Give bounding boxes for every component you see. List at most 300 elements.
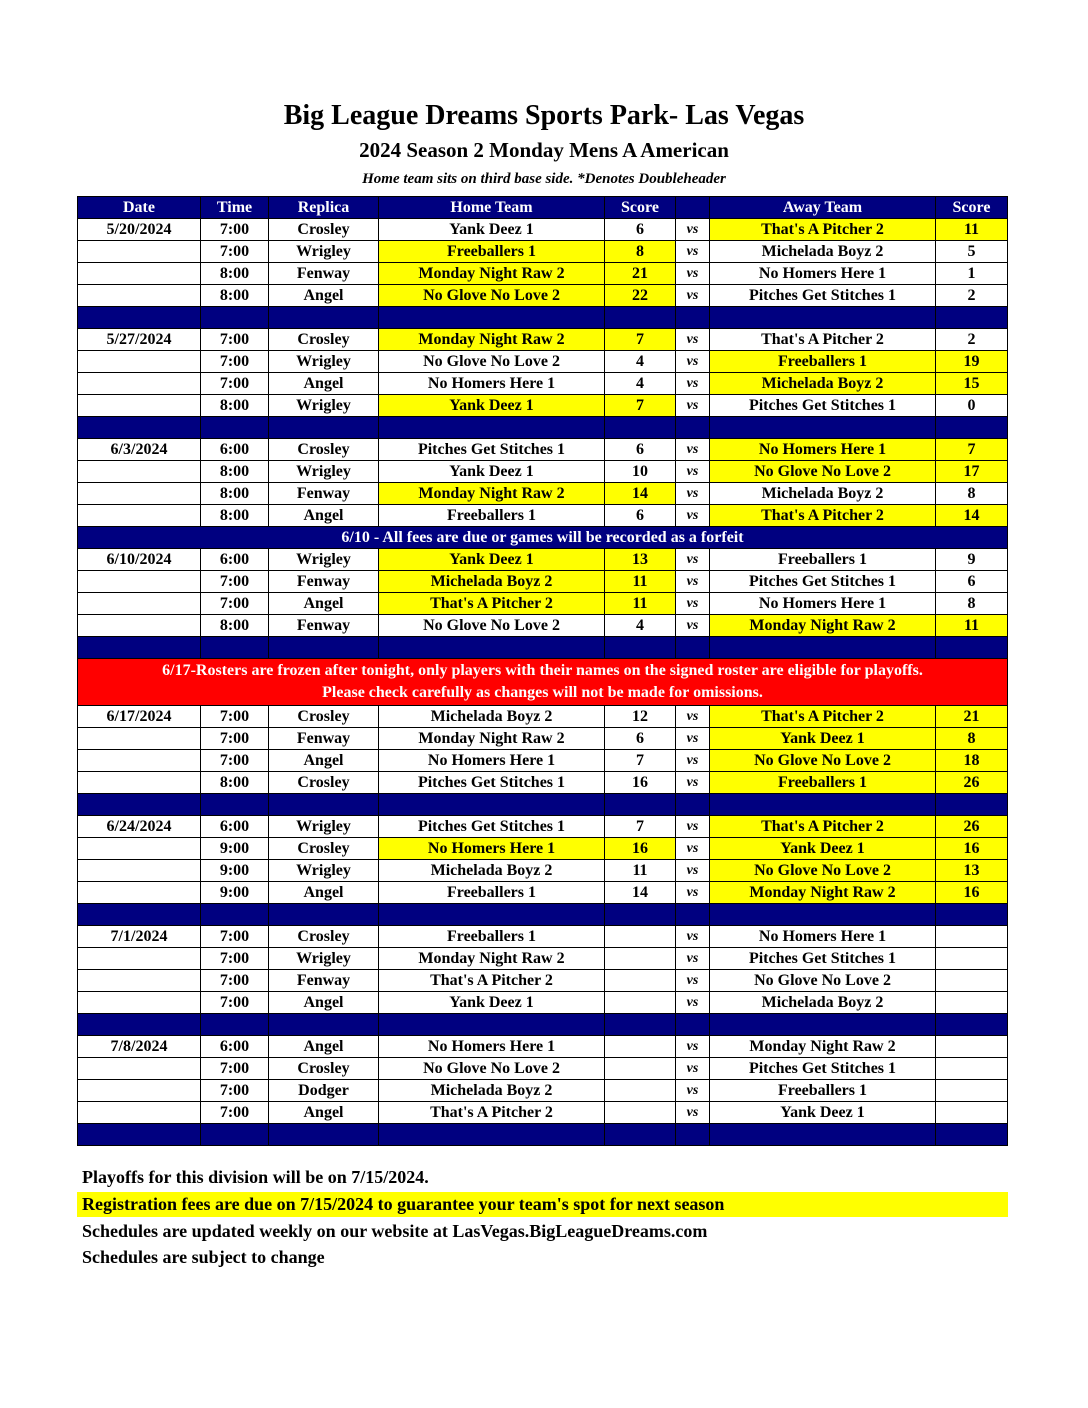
separator-cell: [201, 637, 269, 659]
away-score: 9: [936, 549, 1008, 571]
home-team: Monday Night Raw 2: [379, 263, 605, 285]
game-time: 7:00: [201, 992, 269, 1014]
away-score: 15: [936, 373, 1008, 395]
game-time: 7:00: [201, 1058, 269, 1080]
vs-label: vs: [676, 461, 710, 483]
away-score: 21: [936, 706, 1008, 728]
away-team: Freeballers 1: [710, 351, 936, 373]
alert-line-1: 6/17-Rosters are frozen after tonight, only players with their names on the signed roster are eligible for playoffs.: [162, 662, 923, 679]
separator-cell: [676, 637, 710, 659]
game-field: Wrigley: [269, 816, 379, 838]
away-score: 6: [936, 571, 1008, 593]
separator-cell: [78, 307, 201, 329]
separator-cell: [269, 794, 379, 816]
home-team: Monday Night Raw 2: [379, 728, 605, 750]
separator-cell: [379, 904, 605, 926]
vs-label: vs: [676, 285, 710, 307]
vs-label: vs: [676, 395, 710, 417]
separator-cell: [605, 307, 676, 329]
separator-cell: [201, 904, 269, 926]
game-row: [78, 439, 1008, 461]
separator-cell: [379, 417, 605, 439]
game-field: Crosley: [269, 706, 379, 728]
separator-cell: [605, 904, 676, 926]
away-team: Pitches Get Stitches 1: [710, 285, 936, 307]
vs-label: vs: [676, 750, 710, 772]
playoffs-note: Playoffs for this division will be on 7/15/2024.: [82, 1167, 429, 1187]
home-score: 7: [605, 329, 676, 351]
separator-cell: [201, 307, 269, 329]
game-time: 7:00: [201, 241, 269, 263]
separator-row: [78, 1014, 1008, 1036]
home-score: 16: [605, 838, 676, 860]
game-row: [78, 1058, 1008, 1080]
vs-label: vs: [676, 948, 710, 970]
away-team: No Homers Here 1: [710, 439, 936, 461]
away-team: That's A Pitcher 2: [710, 706, 936, 728]
game-field: Crosley: [269, 219, 379, 241]
game-row: [78, 483, 1008, 505]
game-date: [78, 241, 201, 263]
page-title: Big League Dreams Sports Park- Las Vegas: [283, 100, 805, 131]
home-score: [605, 970, 676, 992]
away-score: 26: [936, 772, 1008, 794]
home-team: No Glove No Love 2: [379, 285, 605, 307]
game-time: 8:00: [201, 615, 269, 637]
separator-cell: [605, 794, 676, 816]
game-date: [78, 860, 201, 882]
separator-cell: [936, 637, 1008, 659]
away-team: No Homers Here 1: [710, 593, 936, 615]
game-field: Wrigley: [269, 241, 379, 263]
away-score: 11: [936, 615, 1008, 637]
game-row: [78, 992, 1008, 1014]
vs-label: vs: [676, 373, 710, 395]
separator-cell: [269, 637, 379, 659]
separator-cell: [710, 794, 936, 816]
game-field: Angel: [269, 505, 379, 527]
separator-cell: [605, 1124, 676, 1146]
col-away-team: Away Team: [710, 197, 936, 219]
game-time: 7:00: [201, 329, 269, 351]
game-time: 8:00: [201, 505, 269, 527]
game-date: 6/3/2024: [78, 439, 201, 461]
separator-cell: [710, 637, 936, 659]
home-score: 4: [605, 615, 676, 637]
game-time: 7:00: [201, 750, 269, 772]
vs-label: vs: [676, 706, 710, 728]
game-row: [78, 549, 1008, 571]
home-score: 10: [605, 461, 676, 483]
away-team: That's A Pitcher 2: [710, 816, 936, 838]
game-row: [78, 860, 1008, 882]
game-time: 6:00: [201, 439, 269, 461]
away-score: 26: [936, 816, 1008, 838]
home-score: [605, 1080, 676, 1102]
vs-label: vs: [676, 351, 710, 373]
home-team: Monday Night Raw 2: [379, 948, 605, 970]
vs-label: vs: [676, 263, 710, 285]
game-time: 7:00: [201, 706, 269, 728]
vs-label: vs: [676, 926, 710, 948]
home-score: 14: [605, 483, 676, 505]
separator-cell: [379, 1014, 605, 1036]
separator-cell: [936, 417, 1008, 439]
away-team: That's A Pitcher 2: [710, 505, 936, 527]
away-score: [936, 1036, 1008, 1058]
home-team: Pitches Get Stitches 1: [379, 816, 605, 838]
game-field: Crosley: [269, 1058, 379, 1080]
home-score: 21: [605, 263, 676, 285]
away-score: 16: [936, 838, 1008, 860]
game-date: [78, 285, 201, 307]
game-date: 6/24/2024: [78, 816, 201, 838]
game-row: [78, 285, 1008, 307]
game-row: [78, 706, 1008, 728]
vs-label: vs: [676, 483, 710, 505]
away-score: [936, 992, 1008, 1014]
home-team: Yank Deez 1: [379, 992, 605, 1014]
separator-row: [78, 794, 1008, 816]
vs-label: vs: [676, 882, 710, 904]
vs-label: vs: [676, 439, 710, 461]
away-team: No Glove No Love 2: [710, 461, 936, 483]
away-score: 8: [936, 483, 1008, 505]
vs-label: vs: [676, 1080, 710, 1102]
game-row: [78, 373, 1008, 395]
game-date: [78, 1058, 201, 1080]
game-field: Angel: [269, 373, 379, 395]
separator-cell: [936, 307, 1008, 329]
home-score: 6: [605, 728, 676, 750]
game-field: Dodger: [269, 1080, 379, 1102]
vs-label: vs: [676, 992, 710, 1014]
game-date: 6/17/2024: [78, 706, 201, 728]
separator-cell: [936, 794, 1008, 816]
vs-label: vs: [676, 728, 710, 750]
home-score: [605, 1058, 676, 1080]
game-time: 7:00: [201, 728, 269, 750]
separator-cell: [201, 1014, 269, 1036]
game-time: 8:00: [201, 483, 269, 505]
separator-cell: [201, 1124, 269, 1146]
game-time: 9:00: [201, 860, 269, 882]
away-team: No Glove No Love 2: [710, 750, 936, 772]
vs-label: vs: [676, 571, 710, 593]
game-field: Wrigley: [269, 395, 379, 417]
away-score: 14: [936, 505, 1008, 527]
game-field: Wrigley: [269, 549, 379, 571]
roster-alert-row: [78, 659, 1008, 706]
separator-cell: [676, 417, 710, 439]
separator-cell: [676, 904, 710, 926]
game-date: [78, 1080, 201, 1102]
away-score: [936, 970, 1008, 992]
col-date: Date: [78, 197, 201, 219]
away-score: 8: [936, 728, 1008, 750]
vs-label: vs: [676, 816, 710, 838]
away-score: [936, 926, 1008, 948]
game-time: 7:00: [201, 948, 269, 970]
game-time: 7:00: [201, 219, 269, 241]
separator-cell: [710, 417, 936, 439]
home-score: 7: [605, 816, 676, 838]
game-date: 5/20/2024: [78, 219, 201, 241]
home-score: 7: [605, 395, 676, 417]
home-score: 16: [605, 772, 676, 794]
home-team: No Glove No Love 2: [379, 351, 605, 373]
game-date: [78, 461, 201, 483]
game-date: [78, 351, 201, 373]
game-date: [78, 373, 201, 395]
game-date: [78, 615, 201, 637]
game-time: 6:00: [201, 816, 269, 838]
schedule-body: [78, 219, 1008, 1146]
home-score: 6: [605, 505, 676, 527]
home-team: Monday Night Raw 2: [379, 483, 605, 505]
game-time: 8:00: [201, 263, 269, 285]
home-team: That's A Pitcher 2: [379, 593, 605, 615]
vs-label: vs: [676, 615, 710, 637]
away-score: 17: [936, 461, 1008, 483]
away-score: 19: [936, 351, 1008, 373]
game-field: Crosley: [269, 329, 379, 351]
separator-cell: [676, 307, 710, 329]
home-team: No Homers Here 1: [379, 838, 605, 860]
game-time: 7:00: [201, 593, 269, 615]
game-row: [78, 263, 1008, 285]
separator-cell: [269, 1014, 379, 1036]
home-team: Michelada Boyz 2: [379, 1080, 605, 1102]
home-team: No Glove No Love 2: [379, 615, 605, 637]
home-score: 11: [605, 860, 676, 882]
away-team: That's A Pitcher 2: [710, 219, 936, 241]
home-team: No Glove No Love 2: [379, 1058, 605, 1080]
game-field: Angel: [269, 992, 379, 1014]
game-row: [78, 615, 1008, 637]
game-field: Fenway: [269, 970, 379, 992]
separator-cell: [710, 904, 936, 926]
away-team: Monday Night Raw 2: [710, 615, 936, 637]
home-score: 4: [605, 373, 676, 395]
home-score: 7: [605, 750, 676, 772]
game-row: [78, 351, 1008, 373]
game-field: Wrigley: [269, 461, 379, 483]
game-field: Crosley: [269, 439, 379, 461]
game-time: 7:00: [201, 970, 269, 992]
away-team: Freeballers 1: [710, 549, 936, 571]
game-row: [78, 219, 1008, 241]
separator-row: [78, 307, 1008, 329]
separator-cell: [676, 1124, 710, 1146]
schedule-table: [77, 196, 1008, 1146]
away-team: Pitches Get Stitches 1: [710, 571, 936, 593]
away-team: No Glove No Love 2: [710, 970, 936, 992]
game-date: 7/8/2024: [78, 1036, 201, 1058]
away-score: 7: [936, 439, 1008, 461]
away-team: Pitches Get Stitches 1: [710, 1058, 936, 1080]
game-date: [78, 483, 201, 505]
away-team: Michelada Boyz 2: [710, 373, 936, 395]
separator-cell: [269, 1124, 379, 1146]
vs-label: vs: [676, 549, 710, 571]
game-time: 6:00: [201, 549, 269, 571]
separator-cell: [379, 794, 605, 816]
home-team: Yank Deez 1: [379, 219, 605, 241]
col-vs: [676, 197, 710, 219]
separator-row: [78, 417, 1008, 439]
vs-label: vs: [676, 241, 710, 263]
separator-cell: [269, 904, 379, 926]
subject-to-change-note: Schedules are subject to change: [82, 1247, 325, 1267]
game-time: 7:00: [201, 926, 269, 948]
game-row: [78, 838, 1008, 860]
separator-cell: [710, 1124, 936, 1146]
away-score: [936, 1080, 1008, 1102]
game-date: [78, 728, 201, 750]
game-time: 6:00: [201, 1036, 269, 1058]
home-score: [605, 948, 676, 970]
separator-cell: [78, 1014, 201, 1036]
home-score: [605, 992, 676, 1014]
game-field: Crosley: [269, 838, 379, 860]
game-row: [78, 571, 1008, 593]
game-row: [78, 329, 1008, 351]
home-score: [605, 1102, 676, 1124]
game-row: [78, 1102, 1008, 1124]
separator-cell: [269, 417, 379, 439]
vs-label: vs: [676, 860, 710, 882]
away-score: 5: [936, 241, 1008, 263]
vs-label: vs: [676, 593, 710, 615]
game-date: [78, 571, 201, 593]
away-score: 16: [936, 882, 1008, 904]
game-row: [78, 461, 1008, 483]
home-team: Monday Night Raw 2: [379, 329, 605, 351]
col-home-team: Home Team: [379, 197, 605, 219]
home-team-note: Home team sits on third base side. *Denotes Doubleheader: [362, 171, 726, 187]
game-date: [78, 750, 201, 772]
game-row: [78, 816, 1008, 838]
game-time: 7:00: [201, 1080, 269, 1102]
away-team: Monday Night Raw 2: [710, 882, 936, 904]
separator-cell: [936, 1124, 1008, 1146]
separator-cell: [201, 794, 269, 816]
away-score: 1: [936, 263, 1008, 285]
game-field: Crosley: [269, 772, 379, 794]
game-date: [78, 838, 201, 860]
home-team: Freeballers 1: [379, 241, 605, 263]
game-field: Fenway: [269, 571, 379, 593]
away-score: 8: [936, 593, 1008, 615]
page-subtitle: 2024 Season 2 Monday Mens A American: [359, 138, 729, 162]
separator-row: [78, 904, 1008, 926]
away-team: Yank Deez 1: [710, 1102, 936, 1124]
home-team: Freeballers 1: [379, 882, 605, 904]
separator-cell: [201, 417, 269, 439]
game-date: 5/27/2024: [78, 329, 201, 351]
away-team: Freeballers 1: [710, 1080, 936, 1102]
home-team: Michelada Boyz 2: [379, 571, 605, 593]
game-date: [78, 505, 201, 527]
away-score: 11: [936, 219, 1008, 241]
separator-row: [78, 1124, 1008, 1146]
game-row: [78, 882, 1008, 904]
separator-cell: [936, 1014, 1008, 1036]
away-team: Pitches Get Stitches 1: [710, 395, 936, 417]
game-date: [78, 882, 201, 904]
home-team: Freeballers 1: [379, 926, 605, 948]
game-row: [78, 728, 1008, 750]
notice-text: 6/10 - All fees are due or games will be recorded as a forfeit: [78, 527, 1008, 549]
separator-cell: [676, 1014, 710, 1036]
vs-label: vs: [676, 505, 710, 527]
home-score: 14: [605, 882, 676, 904]
away-score: [936, 1102, 1008, 1124]
separator-cell: [710, 1014, 936, 1036]
away-score: [936, 1058, 1008, 1080]
game-field: Angel: [269, 285, 379, 307]
game-row: [78, 593, 1008, 615]
home-team: Pitches Get Stitches 1: [379, 772, 605, 794]
separator-cell: [605, 1014, 676, 1036]
away-team: Monday Night Raw 2: [710, 1036, 936, 1058]
game-field: Angel: [269, 1102, 379, 1124]
home-team: Michelada Boyz 2: [379, 706, 605, 728]
vs-label: vs: [676, 1036, 710, 1058]
game-field: Wrigley: [269, 948, 379, 970]
home-score: 12: [605, 706, 676, 728]
separator-cell: [78, 904, 201, 926]
away-team: Yank Deez 1: [710, 838, 936, 860]
vs-label: vs: [676, 772, 710, 794]
game-field: Fenway: [269, 263, 379, 285]
separator-cell: [710, 307, 936, 329]
game-time: 7:00: [201, 373, 269, 395]
vs-label: vs: [676, 1102, 710, 1124]
game-time: 9:00: [201, 882, 269, 904]
separator-cell: [78, 794, 201, 816]
separator-row: [78, 637, 1008, 659]
separator-cell: [936, 904, 1008, 926]
col-home-score: Score: [605, 197, 676, 219]
separator-cell: [379, 307, 605, 329]
game-time: 7:00: [201, 351, 269, 373]
away-score: 2: [936, 329, 1008, 351]
home-team: No Homers Here 1: [379, 1036, 605, 1058]
game-field: Angel: [269, 882, 379, 904]
col-replica: Replica: [269, 197, 379, 219]
game-time: 8:00: [201, 285, 269, 307]
home-team: Freeballers 1: [379, 505, 605, 527]
home-score: 8: [605, 241, 676, 263]
away-team: Michelada Boyz 2: [710, 483, 936, 505]
game-row: [78, 926, 1008, 948]
home-score: 13: [605, 549, 676, 571]
game-field: Angel: [269, 1036, 379, 1058]
away-score: 0: [936, 395, 1008, 417]
separator-cell: [676, 794, 710, 816]
home-score: 22: [605, 285, 676, 307]
game-row: [78, 505, 1008, 527]
game-time: 7:00: [201, 1102, 269, 1124]
separator-cell: [605, 417, 676, 439]
vs-label: vs: [676, 970, 710, 992]
game-field: Wrigley: [269, 860, 379, 882]
home-team: No Homers Here 1: [379, 373, 605, 395]
game-field: Angel: [269, 593, 379, 615]
game-date: 7/1/2024: [78, 926, 201, 948]
